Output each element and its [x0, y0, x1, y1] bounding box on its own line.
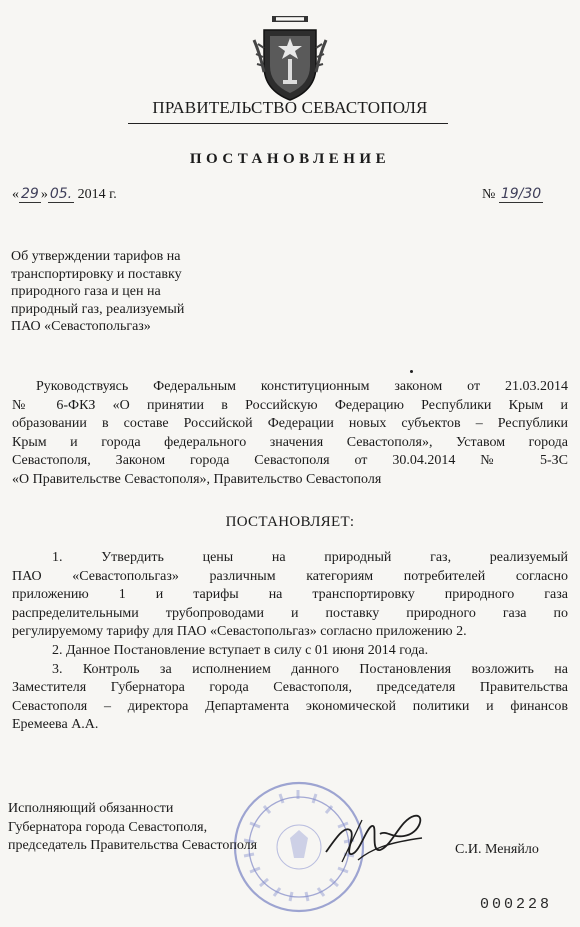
date-day: 29 [21, 186, 39, 202]
basis-line: № 6-ФКЗ «О принятии в Российскую Федерацию Республики Крым и [12, 397, 568, 413]
item-line: распределительными трубопроводами и поставку природного газа по [12, 605, 568, 621]
signature-icon [322, 808, 432, 866]
subject-line: ПАО «Севастопольгаз» [11, 319, 151, 334]
document-type: ПОСТАНОВЛЕНИЕ [189, 151, 391, 167]
registration-number: 000228 [480, 896, 553, 913]
basis-line: образовании в составе Российской Федерации новых субъектов – Республики [12, 416, 568, 432]
document-number [482, 186, 543, 203]
signatory-line: Исполняющий обязанности [8, 801, 174, 816]
coat-of-arms-icon [252, 14, 328, 104]
decree-word: ПОСТАНОВЛЯЕТ: [225, 514, 355, 530]
basis-line: Крым и города федерального значения Севастополя», Уставом города [12, 434, 568, 450]
item-line: ПАО «Севастопольгаз» различным категориям потребителей согласно [12, 568, 568, 584]
signatory-name: С.И. Меняйло [455, 842, 539, 857]
number-value: 19/30 [500, 186, 542, 202]
item-line: приложению 1 и тарифы на транспортировку природного газа [12, 587, 568, 603]
item-line: Севастополя – директора Департамента экономической политики и финансов [12, 698, 568, 714]
date-open-quote: « [12, 187, 19, 202]
document-date [12, 186, 117, 203]
signatory-line: Губернатора города Севастополя, [8, 819, 208, 835]
subject-line: Об утверждении тарифов на [11, 249, 181, 264]
decree-items [12, 549, 568, 735]
subject-line: природного газа и цен на [11, 284, 161, 299]
ink-dot [410, 370, 413, 373]
number-prefix: № [482, 187, 496, 202]
item-line: 1. Утвердить цены на природный газ, реализуемый [52, 550, 568, 565]
basis-line: Руководствуясь Федеральным конституционным законом от 21.03.2014 [36, 379, 568, 394]
item-line: 3. Контроль за исполнением данного Постановления возложить на [52, 661, 568, 677]
government-title: ПРАВИТЕЛЬСТВО СЕВАСТОПОЛЯ [152, 98, 428, 117]
basis-line: «О Правительстве Севастополя», Правительство Севастополя [12, 471, 382, 487]
item-line: Заместителя Губернатора города Севастополя, председателя Правительства [12, 680, 568, 696]
signatory-position [8, 800, 257, 856]
subject-line: транспортировку и поставку [11, 266, 182, 282]
date-month: 05. [49, 186, 73, 202]
signatory-line: председатель Правительства Севастополя [8, 838, 258, 853]
date-year: 2014 г. [77, 187, 117, 202]
date-close-quote: » [40, 187, 48, 202]
document-subject [11, 248, 184, 336]
basis-line: Севастополя, Законом города Севастополя от 30.04.2014 № 5-ЗС [12, 453, 568, 469]
item-line: 2. Данное Постановление вступает в силу с 01 июня 2014 года. [52, 642, 429, 658]
basis-paragraph [12, 378, 568, 490]
item-line: Еремеева А.А. [12, 717, 99, 733]
subject-line: природный газ, реализуемый [11, 301, 185, 317]
header-rule [128, 123, 448, 124]
item-line: регулируемому тарифу для ПАО «Севастопольгаз» согласно приложению 2. [12, 624, 467, 640]
